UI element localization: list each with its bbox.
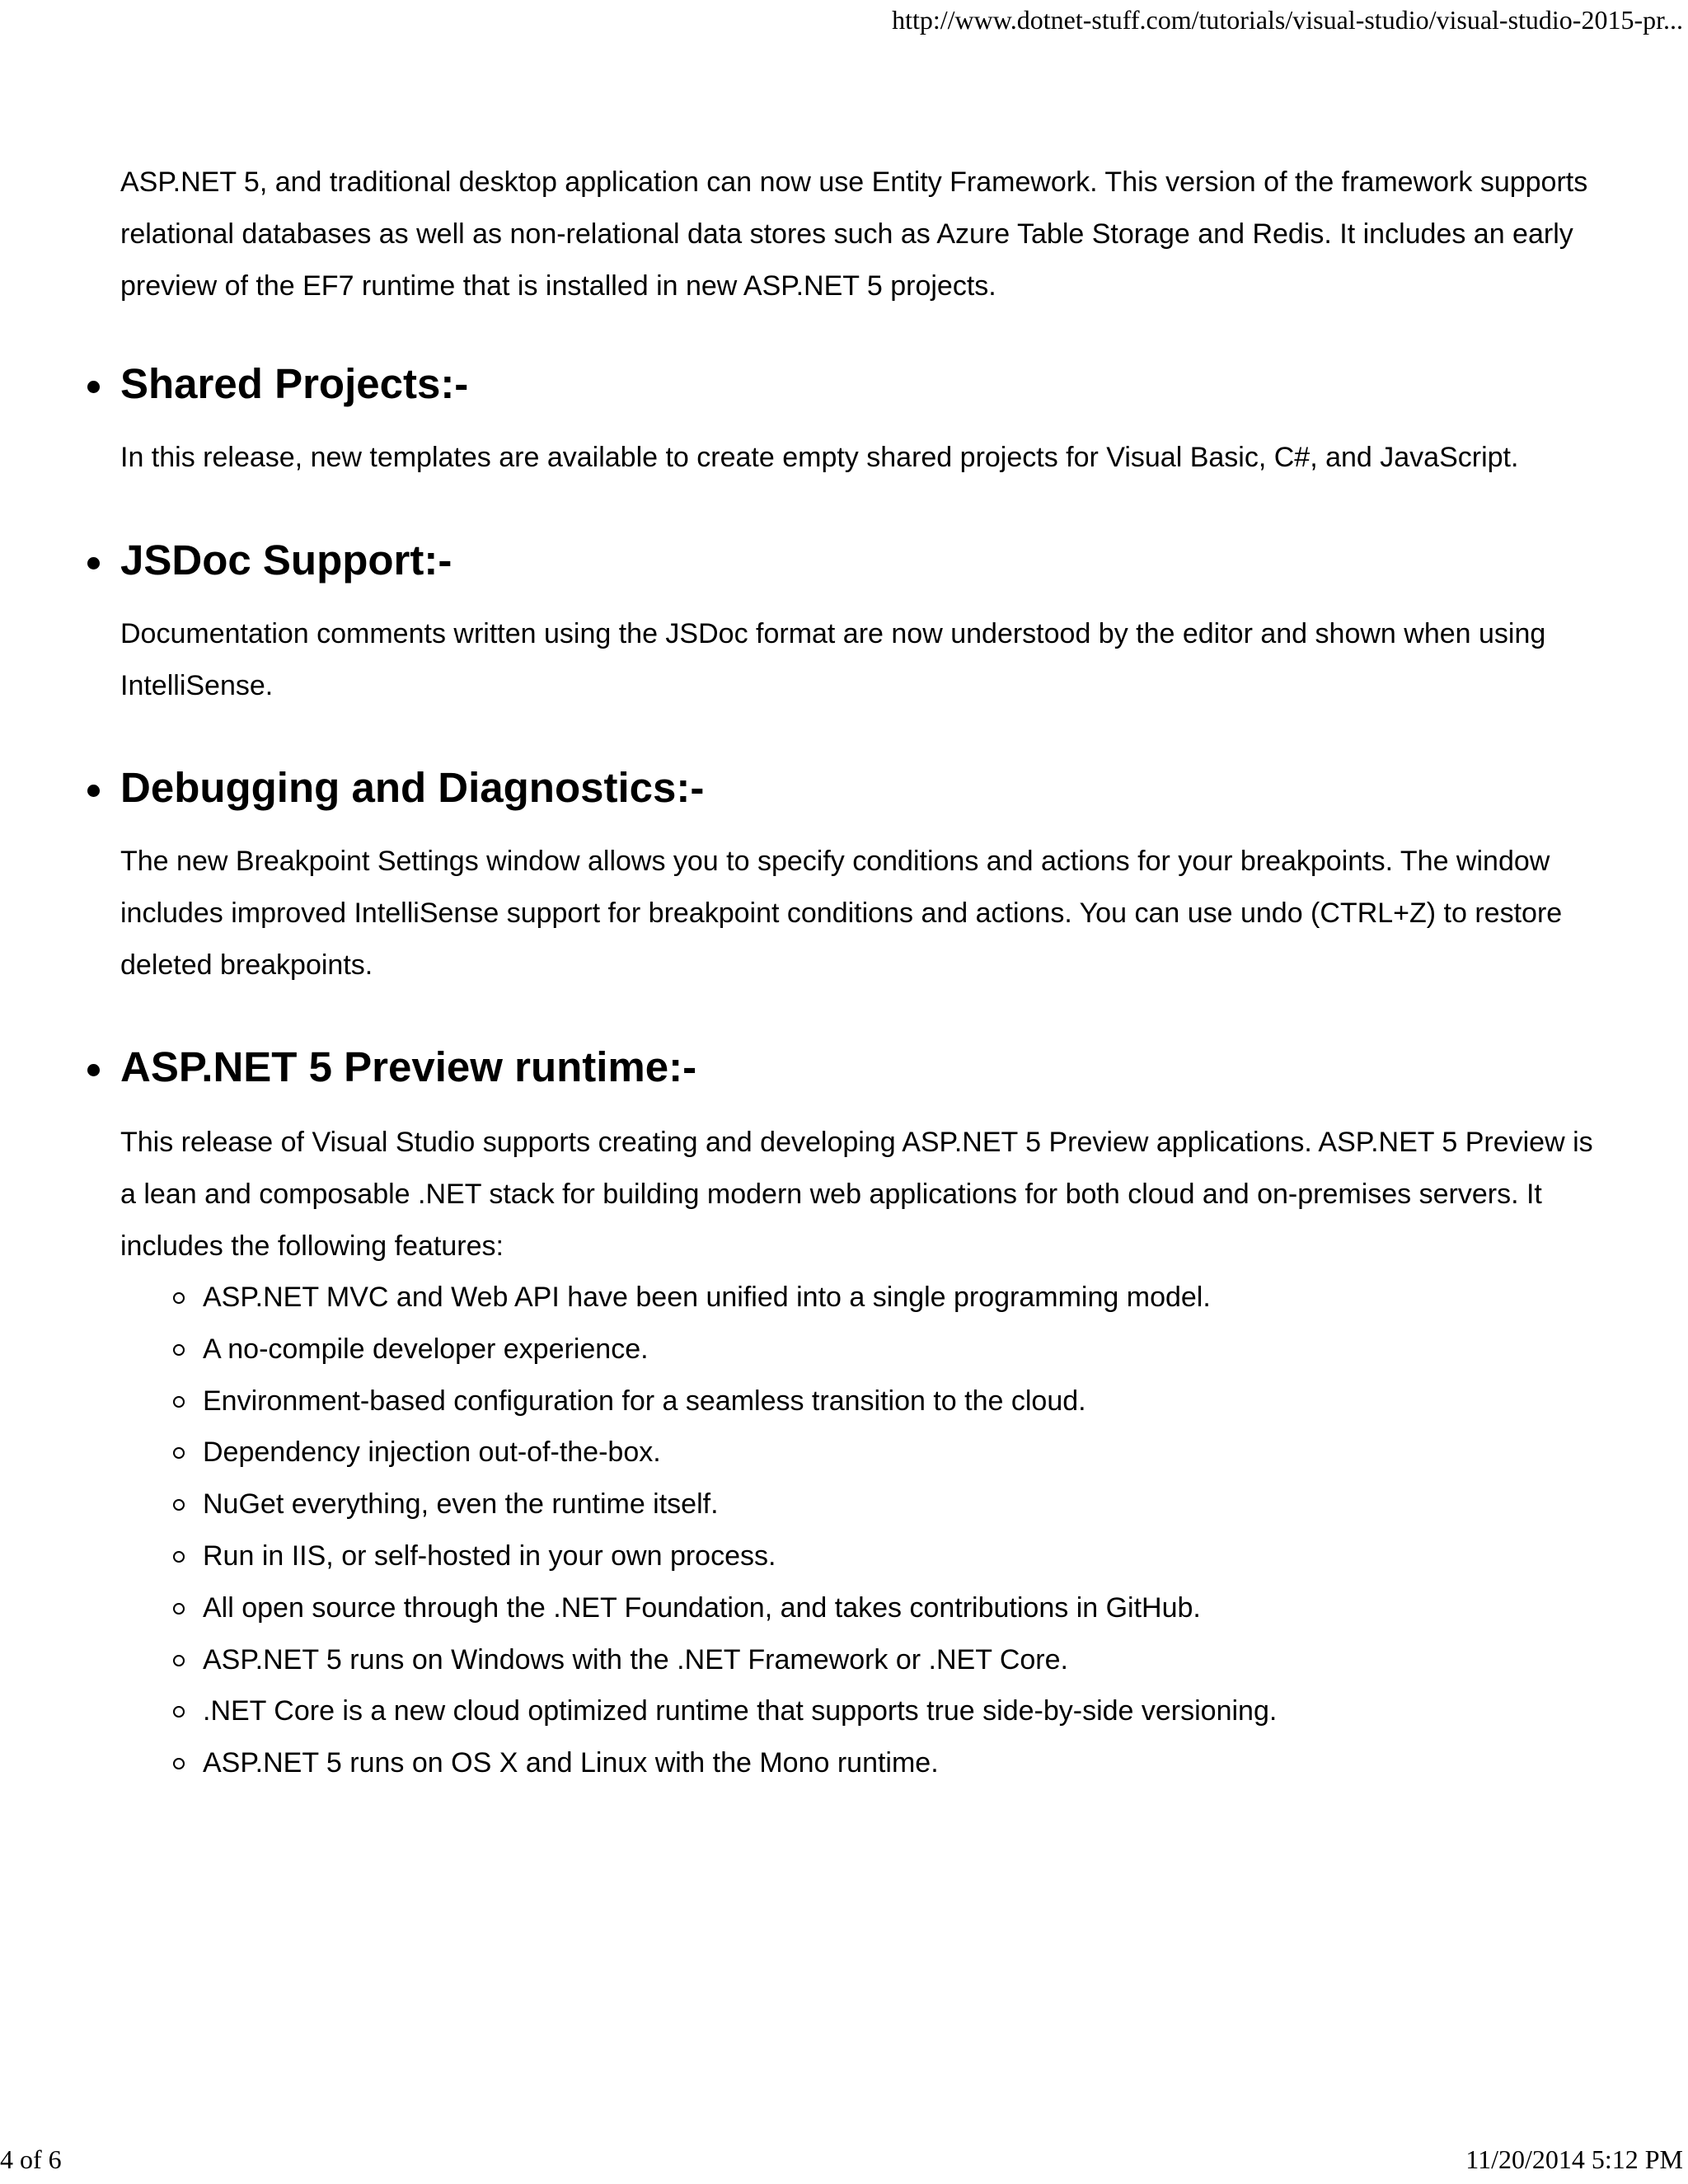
bullet-circle — [173, 1603, 185, 1615]
feature-list-item: A no-compile developer experience. — [203, 1333, 649, 1365]
bullet-circle — [173, 1655, 185, 1666]
bullet-disc — [87, 557, 100, 569]
paragraph-line: a lean and composable .NET stack for building modern web applications for both cloud and on-premises servers. It — [120, 1179, 1542, 1210]
bullet-circle — [173, 1551, 185, 1563]
bullet-circle — [173, 1344, 185, 1356]
section-paragraph-debugging-diagnostics — [120, 836, 1637, 991]
bullet-circle — [173, 1396, 185, 1408]
feature-list-item: .NET Core is a new cloud optimized runtime that supports true side-by-side versioning. — [203, 1695, 1278, 1727]
feature-list-item: ASP.NET 5 runs on Windows with the .NET Framework or .NET Core. — [203, 1644, 1068, 1675]
print-footer-page-number: 4 of 6 — [0, 2144, 62, 2174]
bullet-disc — [87, 381, 100, 393]
feature-list-item: NuGet everything, even the runtime itself. — [203, 1488, 719, 1520]
bullet-circle — [173, 1706, 185, 1718]
feature-list-item: Run in IIS, or self-hosted in your own process. — [203, 1540, 776, 1572]
paragraph-line: deleted breakpoints. — [120, 949, 373, 981]
intro-paragraph — [120, 157, 1637, 312]
paragraph-line: This release of Visual Studio supports creating and developing ASP.NET 5 Preview applications. ASP.NET 5 Preview is — [120, 1127, 1593, 1158]
intro-line: preview of the EF7 runtime that is installed in new ASP.NET 5 projects. — [120, 270, 996, 302]
intro-line: ASP.NET 5, and traditional desktop application can now use Entity Framework. This version of the framework supports — [120, 166, 1588, 198]
intro-line: relational databases as well as non-relational data stores such as Azure Table Storage and Redis. It includes an early — [120, 218, 1573, 250]
paragraph-line: includes the following features: — [120, 1230, 504, 1262]
feature-list-item: All open source through the .NET Foundation, and takes contributions in GitHub. — [203, 1592, 1201, 1624]
feature-list-item: ASP.NET 5 runs on OS X and Linux with the Mono runtime. — [203, 1747, 939, 1779]
feature-list-item: ASP.NET MVC and Web API have been unified into a single programming model. — [203, 1282, 1211, 1313]
print-header-url: http://www.dotnet-stuff.com/tutorials/visual-studio/visual-studio-2015-pr... — [892, 5, 1683, 35]
section-heading-debugging-diagnostics: Debugging and Diagnostics:- — [120, 764, 705, 811]
paragraph-line: The new Breakpoint Settings window allows you to specify conditions and actions for your breakpoints. The window — [120, 846, 1550, 877]
paragraph-line: Documentation comments written using the JSDoc format are now understood by the editor and shown when using — [120, 618, 1546, 649]
bullet-circle — [173, 1758, 185, 1769]
paragraph-line: In this release, new templates are available to create empty shared projects for Visual Basic, C#, and JavaScript. — [120, 442, 1519, 473]
paragraph-line: includes improved IntelliSense support for breakpoint conditions and actions. You can use undo (CTRL+Z) to restore — [120, 898, 1563, 929]
section-heading-jsdoc-support: JSDoc Support:- — [120, 537, 452, 583]
section-paragraph-jsdoc-support — [120, 608, 1637, 712]
print-footer-datetime: 11/20/2014 5:12 PM — [1465, 2144, 1683, 2174]
bullet-circle — [173, 1499, 185, 1511]
section-paragraph-shared-projects — [120, 432, 1637, 484]
bullet-circle — [173, 1447, 185, 1459]
paragraph-line: IntelliSense. — [120, 670, 274, 701]
section-paragraph-aspnet5-preview-runtime — [120, 1117, 1637, 1272]
section-heading-aspnet5-preview-runtime: ASP.NET 5 Preview runtime:- — [120, 1043, 697, 1090]
bullet-circle — [173, 1292, 185, 1304]
bullet-disc — [87, 1064, 100, 1076]
feature-list-item: Environment-based configuration for a seamless transition to the cloud. — [203, 1385, 1086, 1417]
bullet-disc — [87, 785, 100, 797]
section-heading-shared-projects: Shared Projects:- — [120, 360, 469, 407]
feature-list-item: Dependency injection out-of-the-box. — [203, 1436, 661, 1468]
